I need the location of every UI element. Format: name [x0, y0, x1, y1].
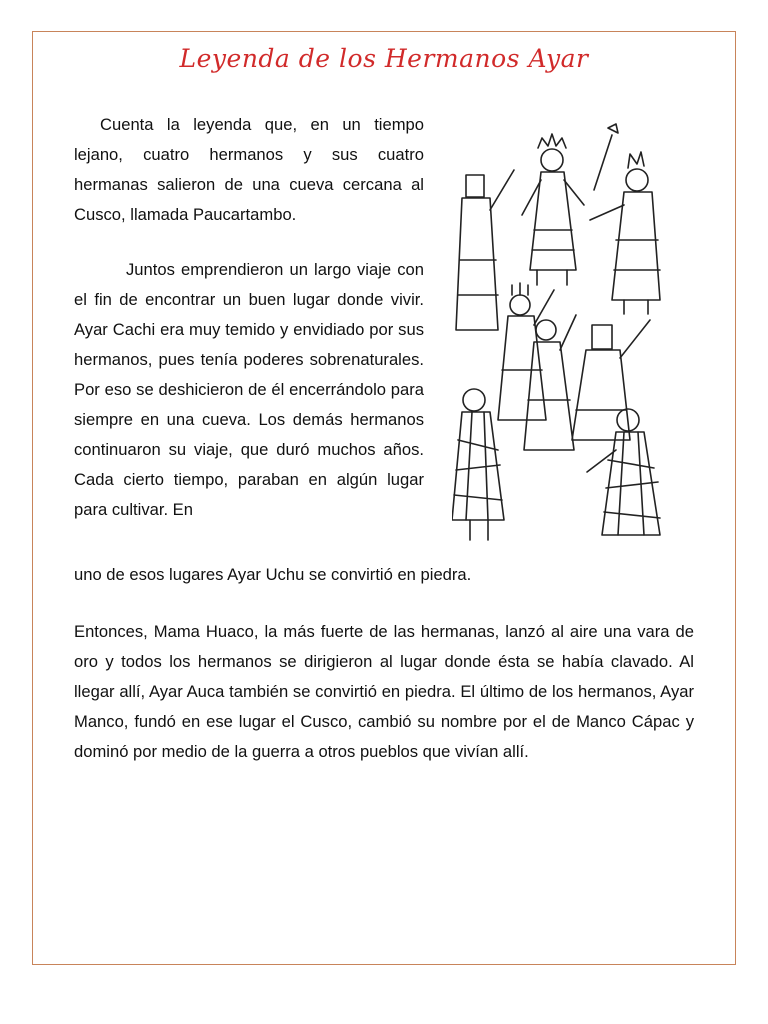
paragraph-3: Entonces, Mama Huaco, la más fuerte de las hermanas, lanzó al aire una vara de oro y todos los hermanos se dirigieron al lugar donde ésta se había clavado. Al llegar allí, Ayar Auca también se convirtió en piedra. El último de los hermanos, Ayar Manco, fundó en ese lugar el Cusco, cambió su nombre por el de Manco Cápac y dominó por medio de la guerra a otros pueblos que vivían allí. [74, 622, 694, 761]
figure-middle-center [524, 315, 576, 450]
figure-man-right [590, 152, 660, 314]
paragraph-2: Juntos emprendieron un largo viaje con el fin de encontrar un buen lugar donde vivir. Ayar Cachi era muy temido y envidiado por sus hermanos, pues tenía poderes sobrenaturales. Por eso se deshicieron de él encerrándolo para siempre en una cueva. Los demás hermanos continuaron su viaje, que duró muchos años. Cada cierto tiempo, paraban en algún lugar para cultivar. En [74, 260, 424, 519]
document-title: Leyenda de los Hermanos Ayar [179, 44, 589, 73]
figure-left [456, 170, 514, 330]
hermanos-ayar-illustration [452, 120, 670, 550]
paragraph-2-last-line: uno de esos lugares Ayar Uchu se convirtió en piedra. [74, 565, 472, 584]
staff [594, 124, 618, 190]
figure-woman-top [522, 134, 584, 285]
paragraph-1: Cuenta la leyenda que, en un tiempo lejano, cuatro hermanos y sus cuatro hermanas salieron de una cueva cercana al Cusco, llamada Paucartambo. [74, 115, 424, 224]
figure-bottom-left [452, 389, 504, 540]
figure-bottom-right [587, 409, 660, 535]
